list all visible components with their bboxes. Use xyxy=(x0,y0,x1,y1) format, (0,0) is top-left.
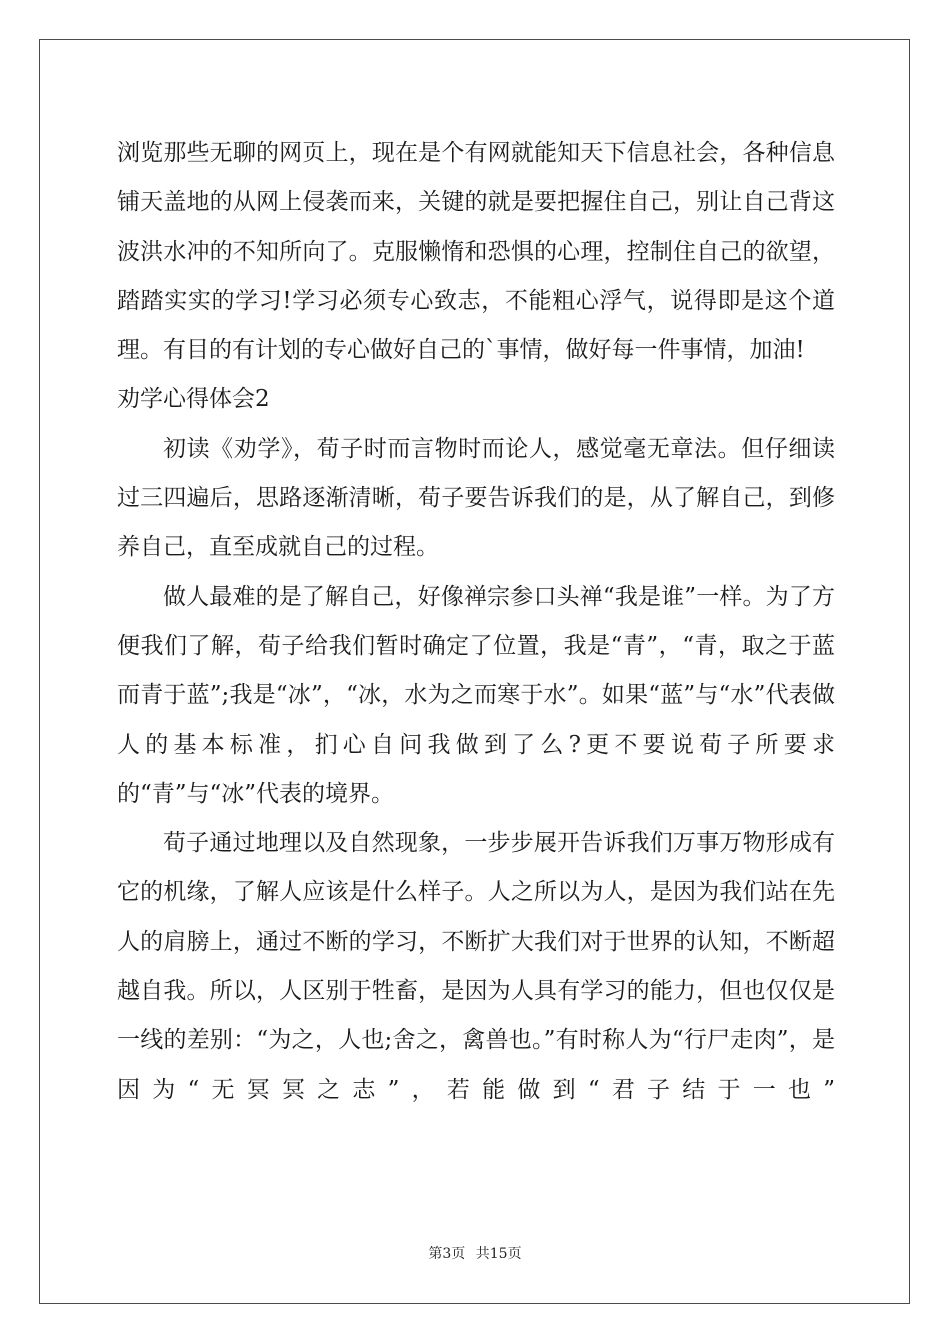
paragraph-learning: 荀子通过地理以及自然现象，一步步展开告诉我们万事万物形成有它的机缘，了解人应该是什么样子。人之所以为人，是因为我们站在先人的肩膀上，通过不断的学习，不断扩大我们对于世界的认知，不断超越自我。所以，人区别于牲畜，是因为人具有学习的能力，但也仅仅是一线的差别：“为之，人也;舍之，禽兽也。”有时称人为“行尸走肉”，是因为“无冥冥之志”，若能做到“君子结于一也” xyxy=(117,830,835,1103)
document-body xyxy=(117,129,835,1115)
paragraph-intro: 初读《劝学》，荀子时而言物时而论人，感觉毫无章法。但仔细读过三四遍后，思路逐渐清晰，荀子要告诉我们的是，从了解自己，到修养自己，直至成就自己的过程。 xyxy=(117,435,835,561)
section-heading: 劝学心得体会2 xyxy=(117,386,270,413)
page-footer xyxy=(0,1243,950,1263)
paragraph-continued: 浏览那些无聊的网页上，现在是个有网就能知天下信息社会，各种信息铺天盖地的从网上侵袭而来，关键的就是要把握住自己，别让自己背这波洪水冲的不知所向了。克服懒惰和恐惧的心理，控制住自己的欲望，踏踏实实的学习!学习必须专心致志，不能粗心浮气，说得即是这个道理。有目的有计划的专心做好自己的`事情，做好每一件事情，加油! xyxy=(117,140,835,364)
page-number: 第3页 xyxy=(428,1246,466,1262)
paragraph-self-knowledge: 做人最难的是了解自己，好像禅宗参口头禅“我是谁”一样。为了方便我们了解，荀子给我们暂时确定了位置，我是“青”，“青，取之于蓝而青于蓝”;我是“冰”，“冰，水为之而寒于水”。如果“蓝”与“水”代表做人的基本标准，扪心自问我做到了么?更不要说荀子所要求的“青”与“冰”代表的境界。 xyxy=(117,583,835,807)
page-total: 共15页 xyxy=(475,1246,522,1262)
